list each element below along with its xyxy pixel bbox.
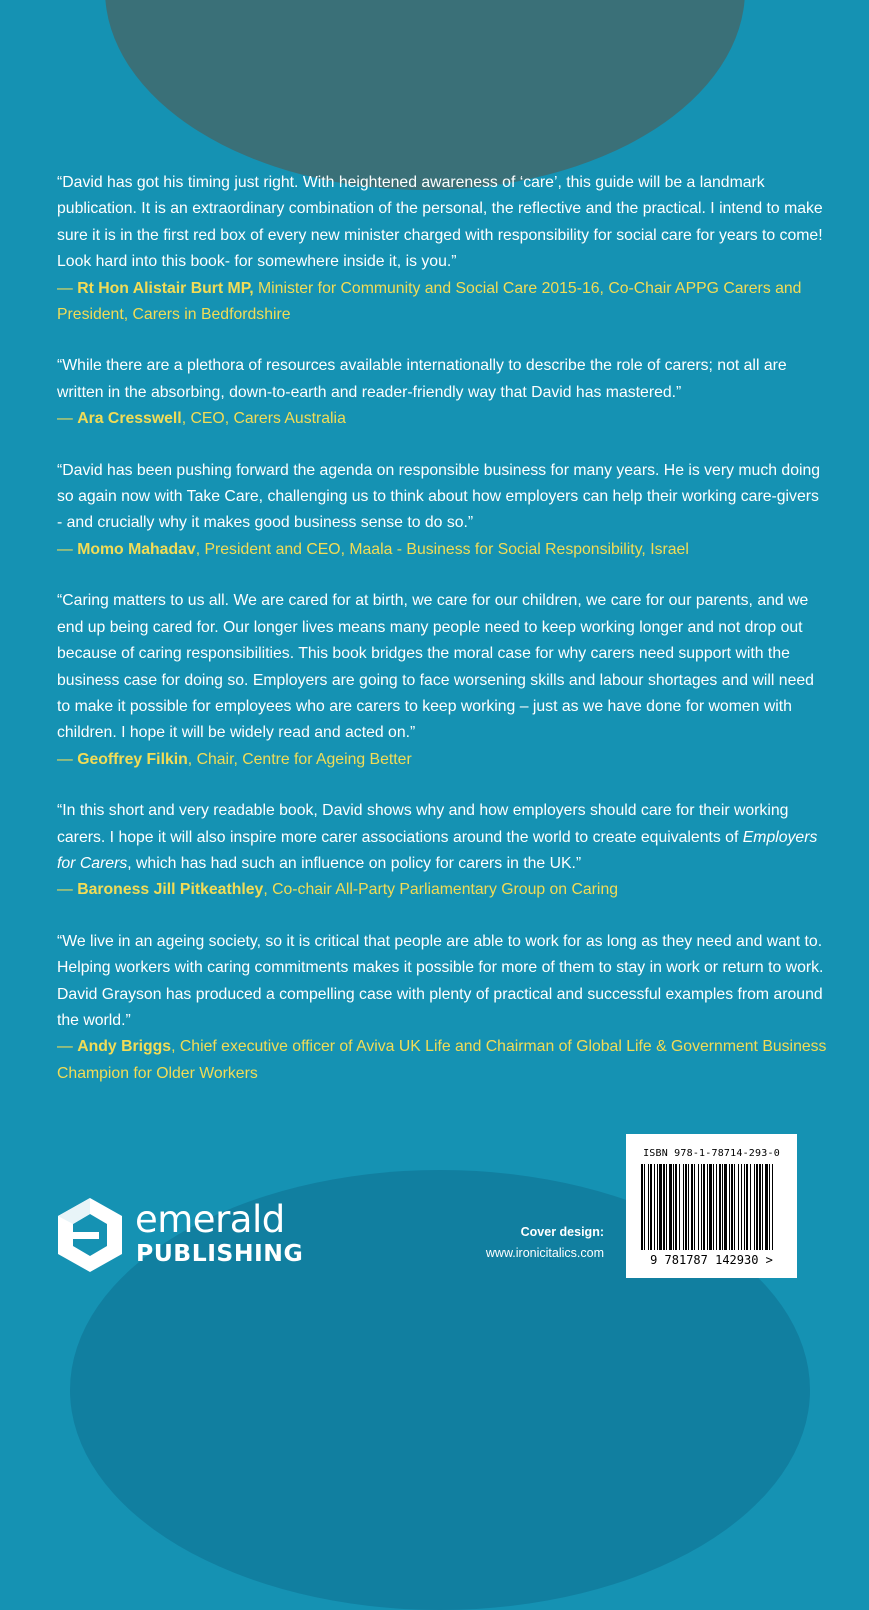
endorser-role: , Co-chair All-Party Parliamentary Group on Caring (263, 881, 619, 899)
endorsement-quote (57, 588, 827, 773)
logo-wordmark: emerald (135, 1198, 285, 1241)
logo-subtitle: PUBLISHING (136, 1239, 304, 1267)
quote-text: “We live in an ageing society, so it is critical that people are able to work for as long as they need and want to. Helping workers with caring commitments makes it possible for more of them to stay in work or return to work. David Grayson has produced a compelling case with plenty of practical and successful examples from around the world.” (57, 932, 824, 1029)
attribution-dash: — (57, 540, 78, 558)
endorsement-quote (57, 798, 827, 904)
quote-attribution (57, 747, 827, 773)
quote-attribution (57, 406, 827, 432)
isbn-barcode (626, 1134, 797, 1278)
endorser-role: Minister for Community and Social Care 2015-16, Co-Chair APPG Carers and President, Carers in Bedfordshire (57, 279, 802, 324)
endorser-role: , CEO, Carers Australia (181, 410, 346, 428)
emerald-hexagon-icon (55, 1196, 125, 1274)
endorser-name: Geoffrey Filkin (77, 750, 188, 768)
endorser-role: , President and CEO, Maala - Business for Social Responsibility, Israel (195, 540, 689, 558)
endorsement-quote (57, 170, 827, 328)
endorser-role: , Chair, Centre for Ageing Better (187, 750, 412, 768)
quote-text: “David has been pushing forward the agenda on responsible business for many years. He is very much doing so again now with Take Care, challenging us to think about how employers can help their working care-givers - and crucially why it makes good business sense to do so.” (57, 461, 821, 532)
attribution-dash: — (57, 410, 78, 428)
attribution-dash: — (57, 279, 78, 297)
quote-text: “Caring matters to us all. We are cared for at birth, we care for our children, we care for our parents, and we end up being cared for. Our longer lives means many people need to keep working longer and not drop out because of caring responsibilities. This book bridges the moral case for why carers need support with the business case for doing so. Employers are going to face worsening skills and labour shortages and will need to make it possible for employees who are carers to keep working – just as we have done for women with children. I hope it will be widely read and acted on.” (57, 592, 814, 742)
decorative-circle-top (105, 0, 745, 190)
endorsement-quote (57, 353, 827, 432)
barcode-bars (640, 1164, 783, 1256)
quote-text: “David has got his timing just right. With heightened awareness of ‘care’, this guide will be a landmark publication. It is an extraordinary combination of the personal, the reflective and the practical. I intend to make sure it is in the first red box of every new minister charged with responsibility for social care for years to come! Look hard into this book- for somewhere inside it, is you.” (57, 174, 823, 271)
attribution-dash: — (57, 1038, 78, 1056)
quote-attribution (57, 537, 827, 563)
endorser-name: Momo Mahadav (77, 540, 196, 558)
quote-text: “While there are a plethora of resources available internationally to describe the role of carers; not all are written in the absorbing, down-to-earth and reader-friendly way that David has mastered.” (57, 357, 787, 401)
endorser-role: , Chief executive officer of Aviva UK Life and Chairman of Global Life & Government Business Champion for Older Workers (57, 1038, 827, 1082)
cover-design-url: www.ironicitalics.com (485, 1246, 604, 1260)
barcode-digits: 9 781787 142930 > (650, 1253, 773, 1267)
quote-text-start: “In this short and very readable book, David shows why and how employers should care for their working carers. I hope it will also inspire more carer associations around the world to create equivalents of (57, 802, 789, 846)
endorsement-quote (57, 458, 827, 564)
quote-attribution (57, 1034, 827, 1087)
isbn-label: ISBN 978-1-78714-293-0 (643, 1148, 780, 1159)
endorser-name: Baroness Jill Pitkeathley (77, 881, 264, 899)
endorsement-quote (57, 929, 827, 1087)
attribution-dash: — (57, 881, 78, 899)
quote-attribution (57, 877, 827, 903)
publisher-logo (55, 1196, 305, 1276)
quote-text-italic: Employers for Carers (57, 828, 818, 872)
cover-design-label: Cover design: (520, 1225, 604, 1239)
endorsements (57, 170, 827, 1112)
quote-text (57, 798, 827, 877)
endorser-name: Ara Cresswell (77, 410, 182, 428)
quote-text-end: , which has had such an influence on policy for carers in the UK.” (127, 854, 582, 872)
quote-attribution (57, 276, 827, 329)
attribution-dash: — (57, 750, 78, 768)
endorser-name: Rt Hon Alistair Burt MP, (77, 279, 254, 297)
endorser-name: Andy Briggs (77, 1038, 172, 1056)
cover-design-credit (440, 1222, 604, 1264)
